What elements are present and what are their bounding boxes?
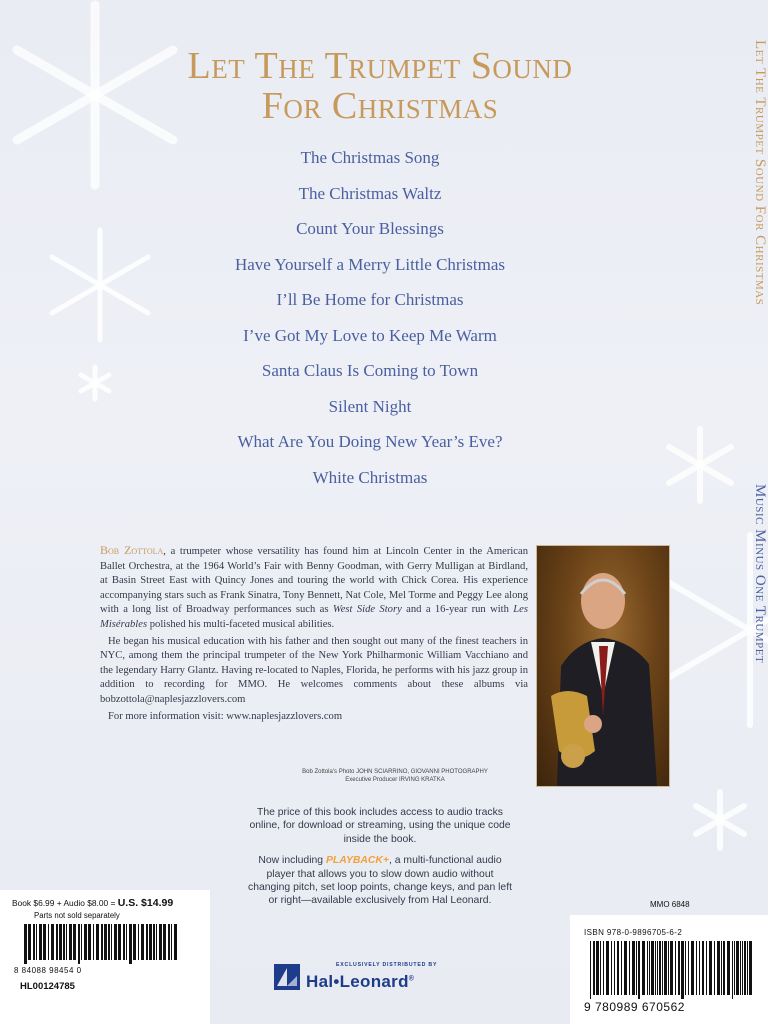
barcode-bar — [108, 924, 110, 960]
barcode-bar — [655, 941, 656, 995]
barcode-bar — [675, 941, 676, 995]
song-item: Count Your Blessings — [296, 219, 444, 238]
barcode-bar — [714, 941, 715, 995]
barcode-bar — [651, 941, 654, 995]
barcode-bar — [156, 924, 157, 960]
barcode-bar — [629, 941, 630, 995]
audio-promo — [245, 806, 515, 916]
barcode-bar — [621, 941, 622, 995]
barcode-bar — [659, 941, 661, 995]
barcode-bar — [39, 924, 42, 960]
cover-title-line-1: Let The Trumpet Sound — [187, 45, 573, 87]
artist-name: Bob Zottola — [100, 543, 164, 557]
barcode-bar — [681, 941, 684, 999]
barcode-bar — [66, 924, 67, 960]
isbn-box — [570, 915, 768, 1024]
artist-photo — [536, 545, 670, 787]
barcode-bar — [706, 941, 707, 995]
isbn-barcode — [588, 941, 756, 999]
barcode-bar — [59, 924, 62, 960]
barcode-bar — [149, 924, 152, 960]
barcode-bar — [638, 941, 640, 999]
barcode-bar — [596, 941, 599, 995]
barcode-bar — [24, 924, 27, 964]
barcode-bar — [727, 941, 730, 995]
barcode-bar — [73, 924, 76, 960]
barcode-bar — [603, 941, 604, 995]
barcode-bar — [611, 941, 612, 995]
barcode-bar — [593, 941, 595, 995]
barcode-bar — [63, 924, 65, 960]
barcode-bar — [141, 924, 144, 960]
barcode-bar — [636, 941, 637, 995]
barcode-bar — [670, 941, 673, 995]
barcode-bar — [649, 941, 650, 995]
song-item: Santa Claus Is Coming to Town — [261, 361, 479, 380]
song-item: The Christmas Song — [300, 148, 440, 167]
song-item: Have Yourself a Merry Little Christmas — [234, 254, 506, 274]
barcode-bar — [744, 941, 746, 995]
barcode-bar — [163, 924, 166, 960]
barcode-bar — [51, 924, 54, 960]
barcode-bar — [78, 924, 80, 964]
promo-paragraph-2: Now including PLAYBACK+, a multi-functional audio player that allows you to slow down audio without changing pitch, set loop points, change keys, and pan left or right—available exclusively from Hal Leonard. — [248, 855, 512, 907]
barcode-bar — [126, 924, 127, 960]
bio-paragraph-1: Bob Zottola, a trumpeter whose versatility has found him at Lincoln Center in the American Ballet Orchestra, at the 1964 World’s Fair with Benny Goodman, with Gerry Mulligan at Birdland, at Basin Street East with Quincy Jones and touring the world with Chick Corea. His experience accompanying stars such as Frank Sinatra, Tony Bennett, Nat Cole, Mel Torme and Peggy Lee along with a long list of Broadway performances such as West Side Story and a 16-year run with Les Misérables polished his multi-faceted musical abilities. — [100, 543, 528, 630]
barcode-bar — [84, 924, 87, 960]
hal-leonard-wordmark: Hal•Leonard® — [306, 972, 415, 991]
barcode-bar — [174, 924, 177, 960]
hl-item-code: HL00124785 — [20, 981, 75, 992]
barcode-bar — [159, 924, 162, 960]
bio-paragraph-2: He began his musical education with his father and then sought out many of the finest teachers in NYC, among them the principal trumpeter of the New York Philharmonic William Vacchiano and the legendary Harry Glantz. Having re-located to Naples, Florida, he performs with his jazz group in addition to recording for MMO. He welcomes comments about these albums via bobzottola@naplesjazzlovers.com — [100, 635, 528, 705]
mmo-code: MMO 6848 — [650, 900, 690, 909]
barcode-bar — [647, 941, 648, 995]
barcode-bar — [709, 941, 712, 995]
barcode-bar — [736, 941, 739, 995]
barcode-bar — [617, 941, 619, 995]
barcode-bar — [88, 924, 91, 960]
barcode-bar — [104, 924, 107, 960]
barcode-bar — [749, 941, 752, 995]
barcode-bar — [696, 941, 697, 995]
barcode-bar — [702, 941, 704, 995]
barcode-bar — [734, 941, 735, 995]
song-item: I’ll Be Home for Christmas — [276, 290, 464, 309]
photo-credits — [270, 768, 520, 784]
barcode-bar — [138, 924, 139, 960]
barcode-bar — [133, 924, 136, 960]
barcode-bar — [101, 924, 103, 960]
song-item: I’ve Got My Love to Keep Me Warm — [243, 325, 497, 345]
barcode-bar — [153, 924, 155, 960]
barcode-bar — [56, 924, 58, 960]
barcode-bar — [664, 941, 667, 995]
price-box — [0, 890, 210, 1024]
barcode-bar — [657, 941, 658, 995]
barcode-bar — [118, 924, 121, 960]
barcode-bar — [123, 924, 125, 960]
barcode-bar — [732, 941, 733, 999]
barcode-bar — [600, 941, 601, 995]
artist-bio — [100, 543, 528, 726]
barcode-bar — [688, 941, 689, 995]
barcode-bar — [48, 924, 49, 960]
barcode-bar — [740, 941, 741, 995]
barcode-bar — [36, 924, 37, 960]
ean-digits: 9 780989 670562 — [584, 1000, 685, 1014]
barcode-bar — [685, 941, 686, 995]
barcode-bar — [678, 941, 680, 995]
barcode-bar — [81, 924, 82, 960]
price-total: U.S. $14.99 — [117, 897, 174, 909]
barcode-bar — [168, 924, 170, 960]
isbn-text: ISBN 978-0-9896705-6-2 — [584, 928, 683, 937]
upc-barcode — [22, 924, 182, 964]
song-item: The Christmas Waltz — [298, 183, 442, 203]
barcode-bar — [69, 924, 72, 960]
trumpeter-portrait-icon — [537, 546, 669, 786]
barcode-bar — [28, 924, 31, 960]
barcode-bar — [624, 941, 627, 995]
barcode-bar — [33, 924, 35, 960]
distributed-by-label: EXCLUSIVELY DISTRIBUTED BY — [336, 962, 438, 968]
barcode-bar — [614, 941, 615, 995]
barcode-bar — [632, 941, 635, 995]
producer-credit: Executive Producer IRVING KRATKA — [345, 777, 445, 783]
parts-note: Parts not sold separately — [34, 911, 120, 920]
barcode-bar — [43, 924, 46, 960]
barcode-bar — [717, 941, 720, 995]
barcode-bar — [114, 924, 117, 960]
song-item: What Are You Doing New Year’s Eve? — [237, 432, 503, 451]
barcode-bar — [93, 924, 94, 960]
photo-credit: Bob Zottola’s Photo JOHN SCIARRINO, GIOVANNI PHOTOGRAPHY — [302, 769, 488, 775]
barcode-bar — [742, 941, 743, 995]
barcode-bar — [606, 941, 609, 995]
promo-paragraph-1: The price of this book includes access to audio tracks online, for download or streaming, using the unique code inside the book. — [249, 807, 511, 845]
barcode-bar — [723, 941, 725, 995]
barcode-bar — [747, 941, 748, 995]
price-line: Book $6.99 + Audio $8.00 = U.S. $14.99 — [12, 897, 174, 909]
barcode-bar — [129, 924, 132, 964]
spine-title: Let The Trumpet Sound For Christmas — [752, 40, 768, 306]
hal-leonard-logo-icon — [274, 964, 300, 990]
barcode-bar — [699, 941, 700, 995]
cover-title-line-2: For Christmas — [261, 85, 499, 127]
barcode-bar — [721, 941, 722, 995]
song-item: Silent Night — [328, 396, 412, 416]
barcode-bar — [146, 924, 148, 960]
song-list — [150, 140, 590, 495]
barcode-bar — [171, 924, 172, 960]
barcode-bar — [111, 924, 112, 960]
playback-logo: PLAYBACK+ — [325, 855, 389, 867]
barcode-bar — [668, 941, 669, 995]
barcode-bar — [642, 941, 645, 995]
barcode-bar — [662, 941, 663, 995]
barcode-bar — [96, 924, 99, 960]
spine-series: Music Minus One Trumpet — [752, 484, 768, 664]
song-item: White Christmas — [312, 467, 428, 487]
upc-digits: 8 84088 98454 0 — [14, 966, 82, 975]
barcode-bar — [590, 941, 591, 999]
more-info-line: For more information visit: www.naplesjazzlovers.com — [108, 710, 343, 722]
barcode-bar — [691, 941, 694, 995]
